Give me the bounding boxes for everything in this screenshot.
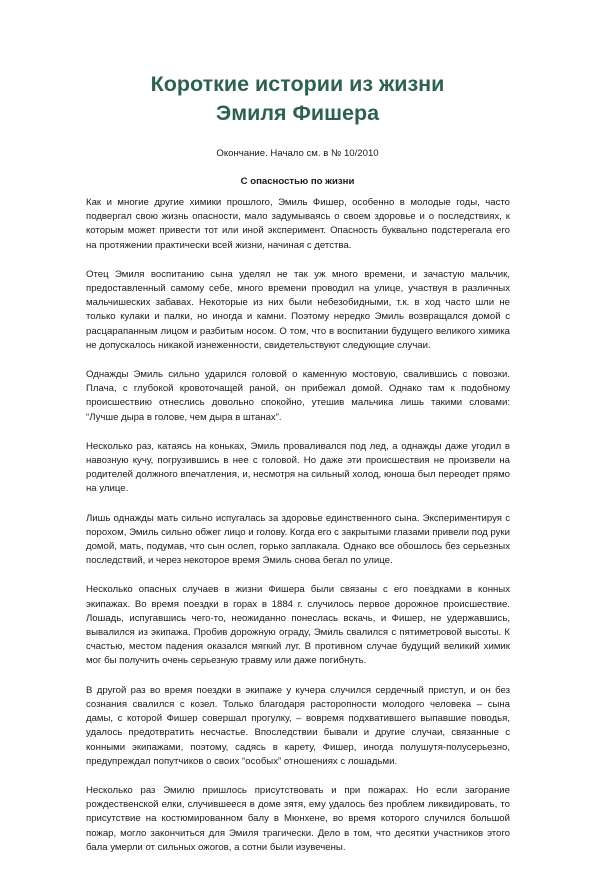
paragraph-6: Несколько опасных случаев в жизни Фишера были связаны с его поездками в конных экипажах. Во время поездки в горах в 1884 г. случилось первое дорожное происшествие. Лошадь, испугавшись чего-то, неожиданно понеслась вскачь, и Фишер, не удержавшись, вывалился из экипажа. Пробив дорожную ограду, Эмиль свалился с пятиметровой высоты. К счастью, местом падения оказался мягкий луг. В противном случае будущий великий химик мог бы получить очень серьезную травму или даже погибнуть. [86,584,510,667]
title-line-1: Короткие истории из жизни [150,72,445,96]
page-title [60,70,535,128]
paragraph-4: Несколько раз, катаясь на коньках, Эмиль проваливался под лед, а однажды даже угодил в навозную кучу, погрузившись в нее с головой. Но даже эти происшествия не произвели на родителей должного впечатления, и, несмотря на сильный холод, юноша был переодет прямо на улице. [86,440,510,495]
paragraph-8: Несколько раз Эмилю пришлось присутствовать и при пожарах. Но если загорание рождественской елки, случившееся в доме зятя, ему удалось без проблем ликвидировать, то присутствие на костюмированном балу в Мюнхене, во время которого случился большой пожар, могло закончиться для Эмиля трагически. Дело в том, что десятки участников этого бала умерли от сильных ожогов, а сотни были изувечены. [86,784,510,853]
title-line-2: Эмиля Фишера [215,101,380,125]
paragraph-3: Однажды Эмиль сильно ударился головой о каменную мостовую, свалившись с повозки. Плача, с глубокой кровоточащей раной, он прибежал домой. Однако там к подобному происшествию отнеслись довольно спокойно, утешив мальчика лишь такими словами: “Лучше дыра в голове, чем дыра в штанах”. [86,369,510,423]
paragraph-1: Как и многие другие химики прошлого, Эмиль Фишер, особенно в молодые годы, часто подвергал свою жизнь опасности, мало задумываясь о своем здоровье и о последствиях, к которым может привести тот или иной эксперимент. Опасность буквально подстерегала его на протяжении практически всей жизни, начиная с детства. [86,197,510,251]
paragraph-7: В другой раз во время поездки в экипаже у кучера случился сердечный приступ, и он без сознания свалился с козел. Только благодаря расторопности молодого человека – сына дамы, с которой Фишер совершал прогулку, – вовремя подхватившего выпавшие поводья, удалось предотвратить несчастье. Впоследствии бывали и другие случаи, связанные с конными экипажами, поэтому, садясь в карету, Фишер, иногда полушутя-полусерьезно, предупреждал попутчиков о своих “особых” отношениях с лошадьми. [86,684,510,767]
article-body [86,196,510,870]
section-heading: С опасностью по жизни [240,176,355,187]
continuation-note: Окончание. Начало см. в № 10/2010 [216,148,379,159]
paragraph-5: Лишь однажды мать сильно испугалась за здоровье единственного сына. Экспериментируя с порохом, Эмиль сильно обжег лицо и голову. Когда его с закрытыми глазами привели под руки домой, мать, подумав, что сын ослеп, горько заплакала. Однако все обошлось без серьезных последствий, и через некоторое время Эмиль снова бегал по улице. [86,512,510,567]
paragraph-2: Отец Эмиля воспитанию сына уделял не так уж много времени, и зачастую мальчик, предоставленный самому себе, много времени проводил на улице, участвуя в различных мальчишеских забавах. Некоторые из них были небезобидными, т.к. в ход часто шли не только кулаки и палки, но иногда и камни. Поэтому нередко Эмиль возвращался домой с расцарапанным лицом и разбитым носом. О том, что в воспитании будущего великого химика не допускалось никакой изнеженности, свидетельствуют следующие случаи. [86,268,510,351]
